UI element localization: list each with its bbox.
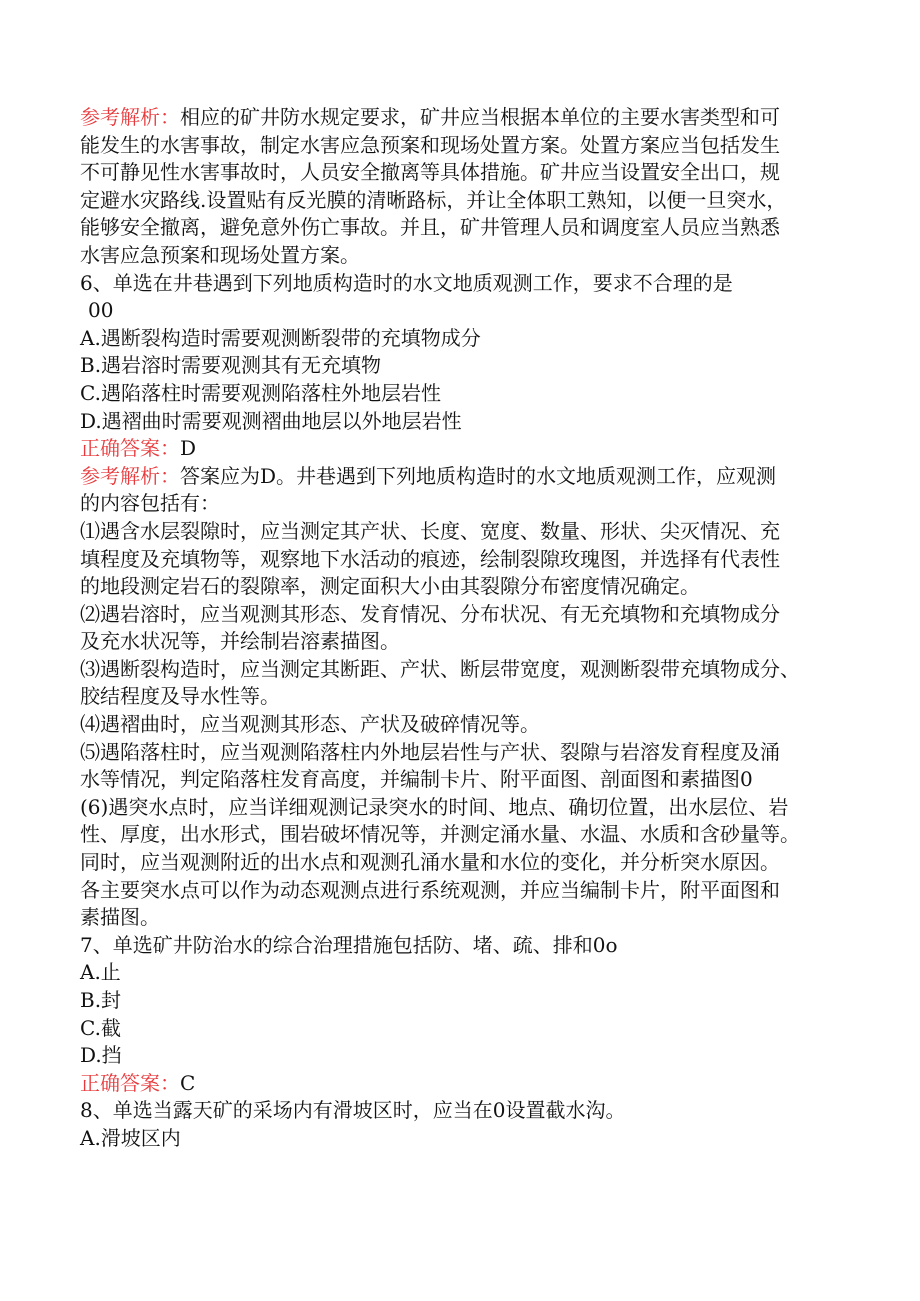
line-text: C <box>180 1070 196 1095</box>
text-line <box>80 1042 860 1070</box>
line-text: B.遇岩溶时需要观测其有无充填物 <box>80 353 382 378</box>
text-line <box>80 932 860 960</box>
line-text: 能发生的水害事故，制定水害应急预案和现场处置方案。处置方案应当包括发生 <box>80 132 780 157</box>
line-text: ⑶遇断裂构造时，应当测定其断距、产状、断层带宽度，观测断裂带充填物成分、 <box>80 656 800 681</box>
text-line <box>80 408 860 436</box>
line-text: A.止 <box>80 960 121 985</box>
line-text: 能够安全撤离，避免意外伤亡事故。并且，矿井管理人员和调度室人员应当熟悉 <box>80 215 780 240</box>
line-text: D <box>180 436 197 461</box>
document-page <box>80 104 860 1153</box>
text-line <box>80 242 860 270</box>
line-text: 不可静见性水害事故时，人员安全撤离等具体措施。矿井应当设置安全出口，规 <box>80 160 780 185</box>
line-text: 及充水状况等，并绘制岩溶素描图。 <box>80 629 400 654</box>
line-text: 素描图。 <box>80 905 160 930</box>
line-text: D.挡 <box>80 1043 122 1068</box>
text-line <box>80 849 860 877</box>
text-line <box>80 739 860 767</box>
text-line <box>80 656 860 684</box>
text-line <box>80 159 860 187</box>
line-text: 性、厚度，出水形式，围岩破坏情况等，并测定涌水量、水温、水质和含砂量等。 <box>80 822 800 847</box>
text-line <box>80 490 860 518</box>
text-line <box>80 325 860 353</box>
line-text: 答案应为D。井巷遇到下列地质构造时的水文地质观测工作，应观测 <box>180 463 777 488</box>
line-text: C.截 <box>80 1015 121 1040</box>
line-text: B.封 <box>80 988 122 1012</box>
analysis-label: 参考解析： <box>80 463 180 488</box>
line-text: 胶结程度及导水性等。 <box>80 684 280 709</box>
line-text: 填程度及充填物等，观察地下水活动的痕迹，绘制裂隙玫瑰图，并选择有代表性 <box>80 546 780 571</box>
analysis-label: 参考解析： <box>80 105 180 129</box>
line-text: 相应的矿井防水规定要求，矿井应当根据本单位的主要水害类型和可 <box>180 105 780 129</box>
line-text: 各主要突水点可以作为动态观测点进行系统观测，并应当编制卡片，附平面图和 <box>80 877 780 902</box>
line-text: A.遇断裂构造时需要观测断裂带的充填物成分 <box>80 325 481 350</box>
text-line <box>80 711 860 739</box>
line-text: ⑴遇含水层裂隙时，应当测定其产状、长度、宽度、数量、形状、尖灭情况、充 <box>80 518 780 543</box>
text-line <box>80 380 860 408</box>
text-line <box>80 132 860 160</box>
text-line <box>80 877 860 905</box>
line-text: 水等情况，判定陷落柱发育高度，并编制卡片、附平面图、剖面图和素描图0 <box>80 767 753 792</box>
text-line <box>80 270 860 298</box>
line-text: 定避水灾路线.设置贴有反光膜的清晰路标，并让全体职工熟知，以便一旦突水， <box>80 187 787 212</box>
text-line <box>80 959 860 987</box>
text-line <box>80 297 860 325</box>
text-line <box>80 573 860 601</box>
text-line <box>80 214 860 242</box>
text-line <box>80 987 860 1015</box>
text-line <box>80 187 860 215</box>
line-text: A.滑坡区内 <box>80 1125 181 1150</box>
text-line <box>80 546 860 574</box>
answer-label: 正确答案： <box>80 1070 180 1095</box>
text-line <box>80 628 860 656</box>
text-line <box>80 352 860 380</box>
text-line <box>80 518 860 546</box>
line-text: 的地段测定岩石的裂隙率，测定面积大小由其裂隙分布密度情况确定。 <box>80 574 700 599</box>
line-text: ⑵遇岩溶时，应当观测其形态、发育情况、分布状况、有无充填物和充填物成分 <box>80 601 780 626</box>
text-line <box>80 463 860 491</box>
text-line <box>80 766 860 794</box>
text-line <box>80 683 860 711</box>
text-line <box>80 1125 860 1153</box>
line-text: C.遇陷落柱时需要观测陷落柱外地层岩性 <box>80 380 441 405</box>
line-text: ⑷遇褶曲时，应当观测其形态、产状及破碎情况等。 <box>80 712 540 737</box>
line-text: 7、单选矿井防治水的综合治理措施包括防、堵、疏、排和0o <box>80 932 618 957</box>
answer-label: 正确答案： <box>80 436 180 461</box>
line-text: D.遇褶曲时需要观测褶曲地层以外地层岩性 <box>80 408 462 433</box>
line-text: 的内容包括有： <box>80 491 220 516</box>
text-line <box>80 821 860 849</box>
line-text: 00 <box>88 298 114 323</box>
text-line <box>80 1070 860 1098</box>
line-text: 水害应急预案和现场处置方案。 <box>80 242 360 267</box>
text-line <box>80 435 860 463</box>
text-line <box>80 1097 860 1125</box>
text-line <box>80 104 860 132</box>
line-text: ⑸遇陷落柱时，应当观测陷落柱内外地层岩性与产状、裂隙与岩溶发育程度及涌 <box>80 739 780 764</box>
text-line <box>80 1015 860 1043</box>
text-line <box>80 601 860 629</box>
line-text: (6)遇突水点时，应当详细观测记录突水的时间、地点、确切位置，出水层位、岩 <box>80 794 789 819</box>
text-line <box>80 904 860 932</box>
line-text: 同时，应当观测附近的出水点和观测孔涌水量和水位的变化，并分析突水原因。 <box>80 850 780 875</box>
text-line <box>80 794 860 822</box>
line-text: 6、单选在井巷遇到下列地质构造时的水文地质观测工作，要求不合理的是 <box>80 270 733 295</box>
line-text: 8、单选当露天矿的采场内有滑坡区时，应当在0设置截水沟。 <box>80 1098 626 1123</box>
